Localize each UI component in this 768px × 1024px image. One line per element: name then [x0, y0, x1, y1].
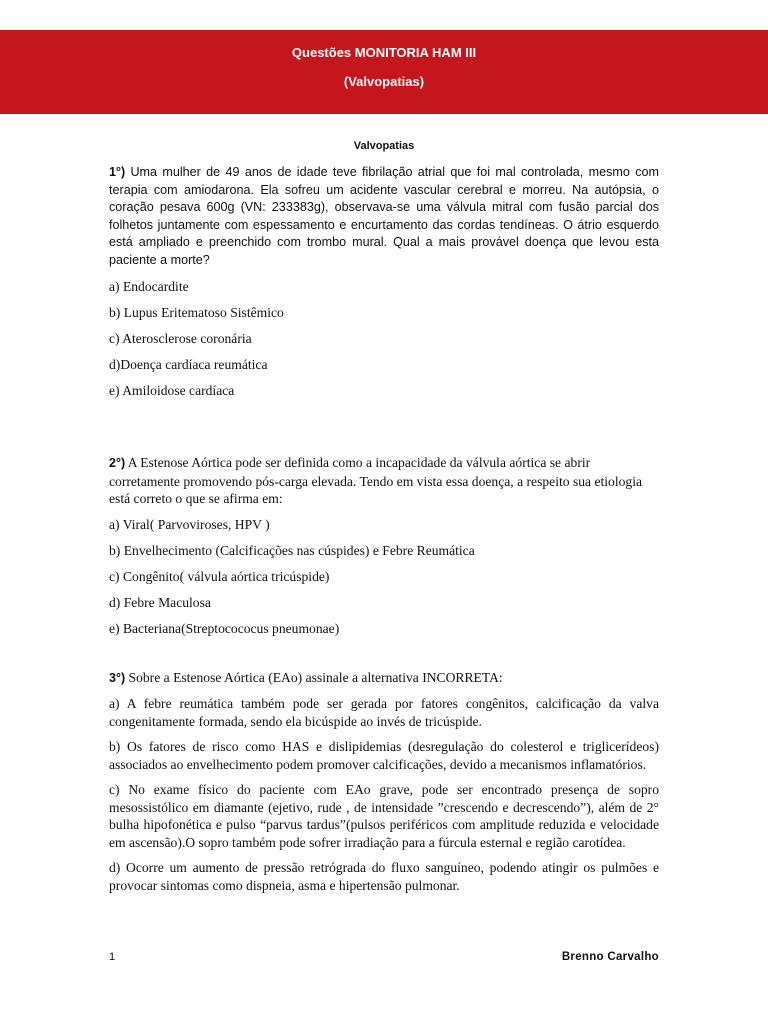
question-3-options — [109, 695, 659, 894]
question-1-option-e: e) Amiloidose cardíaca — [109, 382, 235, 398]
question-3-number: 3°) — [109, 670, 126, 685]
question-3 — [109, 669, 659, 895]
question-1-stem — [109, 164, 659, 269]
author-name: Brenno Carvalho — [561, 951, 659, 963]
question-1-number: 1°) — [109, 165, 126, 179]
question-1 — [109, 164, 659, 399]
question-2-option-a: a) Viral( Parvoviroses, HPV ) — [109, 517, 270, 532]
question-1-option-a: a) Endocardite — [109, 278, 189, 294]
question-1-options — [109, 278, 659, 400]
question-2-option-c: c) Congênito( válvula aórtica tricúspide) — [109, 569, 330, 584]
question-3-option-b: b) Os fatores de risco como HAS e dislipidemias (desregulação do colesterol e triglicerídeos) associados ao envelhecimento podem promover calcificações, devido a mecanismos inflamatórios. — [109, 739, 659, 772]
header-subtitle: (Valvopatias) — [343, 74, 425, 89]
question-2-stem — [109, 454, 659, 508]
question-3-option-a: a) A febre reumática também pode ser gerada por fatores congênitos, calcificação da valva congenitamente formada, sendo ela bicúspide ao invés de tricúspide. — [109, 696, 659, 729]
question-1-option-d: d)Doença cardíaca reumática — [109, 356, 268, 372]
question-2-options — [109, 516, 659, 638]
question-3-option-d: d) Ocorre um aumento de pressão retrógrada do fluxo sanguíneo, podendo atingir os pulmões e provocar sintomas como dispneia, asma e hipertensão pulmonar. — [109, 860, 659, 893]
question-1-text: Uma mulher de 49 anos de idade teve fibrilação atrial que foi mal controlada, mesmo com terapia com amiodarona. Ela sofreu um acidente vascular cerebral e morreu. Na autópsia, o coração pesava 600g (VN: 233383g), observava-se uma válvula mitral com fusão parcial dos folhetos juntamente com espessamento e encurtamento das cordas tendíneas. O átrio esquerdo está ampliado e preenchido com trombo mural. Qual a mais provável doença que levou esta paciente a morte? — [109, 165, 659, 267]
question-2-text: A Estenose Aórtica pode ser definida como a incapacidade da válvula aórtica se abrir corretamente promovendo pós-carga elevada. Tendo em vista essa doença, a respeito sua etiologia está correto o que se afirma em: — [109, 455, 643, 506]
question-2-option-b: b) Envelhecimento (Calcificações nas cúspides) e Febre Reumática — [109, 543, 475, 558]
section-title: Valvopatias — [353, 140, 415, 152]
question-3-text: Sobre a Estenose Aórtica (EAo) assinale a alternativa INCORRETA: — [128, 669, 503, 685]
question-2-option-e: e) Bacteriana(Streptocococus pneumonae) — [109, 621, 340, 636]
document-body — [109, 140, 659, 894]
question-3-stem — [109, 669, 659, 688]
header-title: Questões MONITORIA HAM III — [291, 45, 477, 60]
question-1-option-b: b) Lupus Eritematoso Sistêmico — [109, 304, 284, 320]
question-2-option-d: d) Febre Maculosa — [109, 595, 211, 610]
page-header-banner — [0, 30, 768, 114]
question-2-number: 2°) — [109, 456, 126, 470]
page-footer — [109, 951, 659, 967]
question-1-option-c: c) Aterosclerose coronária — [109, 330, 252, 346]
page-number: 1 — [109, 951, 116, 963]
question-2 — [109, 454, 659, 638]
question-3-option-c: c) No exame físico do paciente com EAo grave, pode ser encontrado presença de sopro mesossistólico em diamante (ejetivo, rude , de intensidade ”crescendo e decrescendo”), além de 2° bulha hipofonética e pulso “parvus tardus”(pulsos periféricos com amplitude reduzida e velocidade em ascensão).O sopro também pode sofrer irradiação para a fúrcula esternal e região carotídea. — [109, 782, 659, 850]
